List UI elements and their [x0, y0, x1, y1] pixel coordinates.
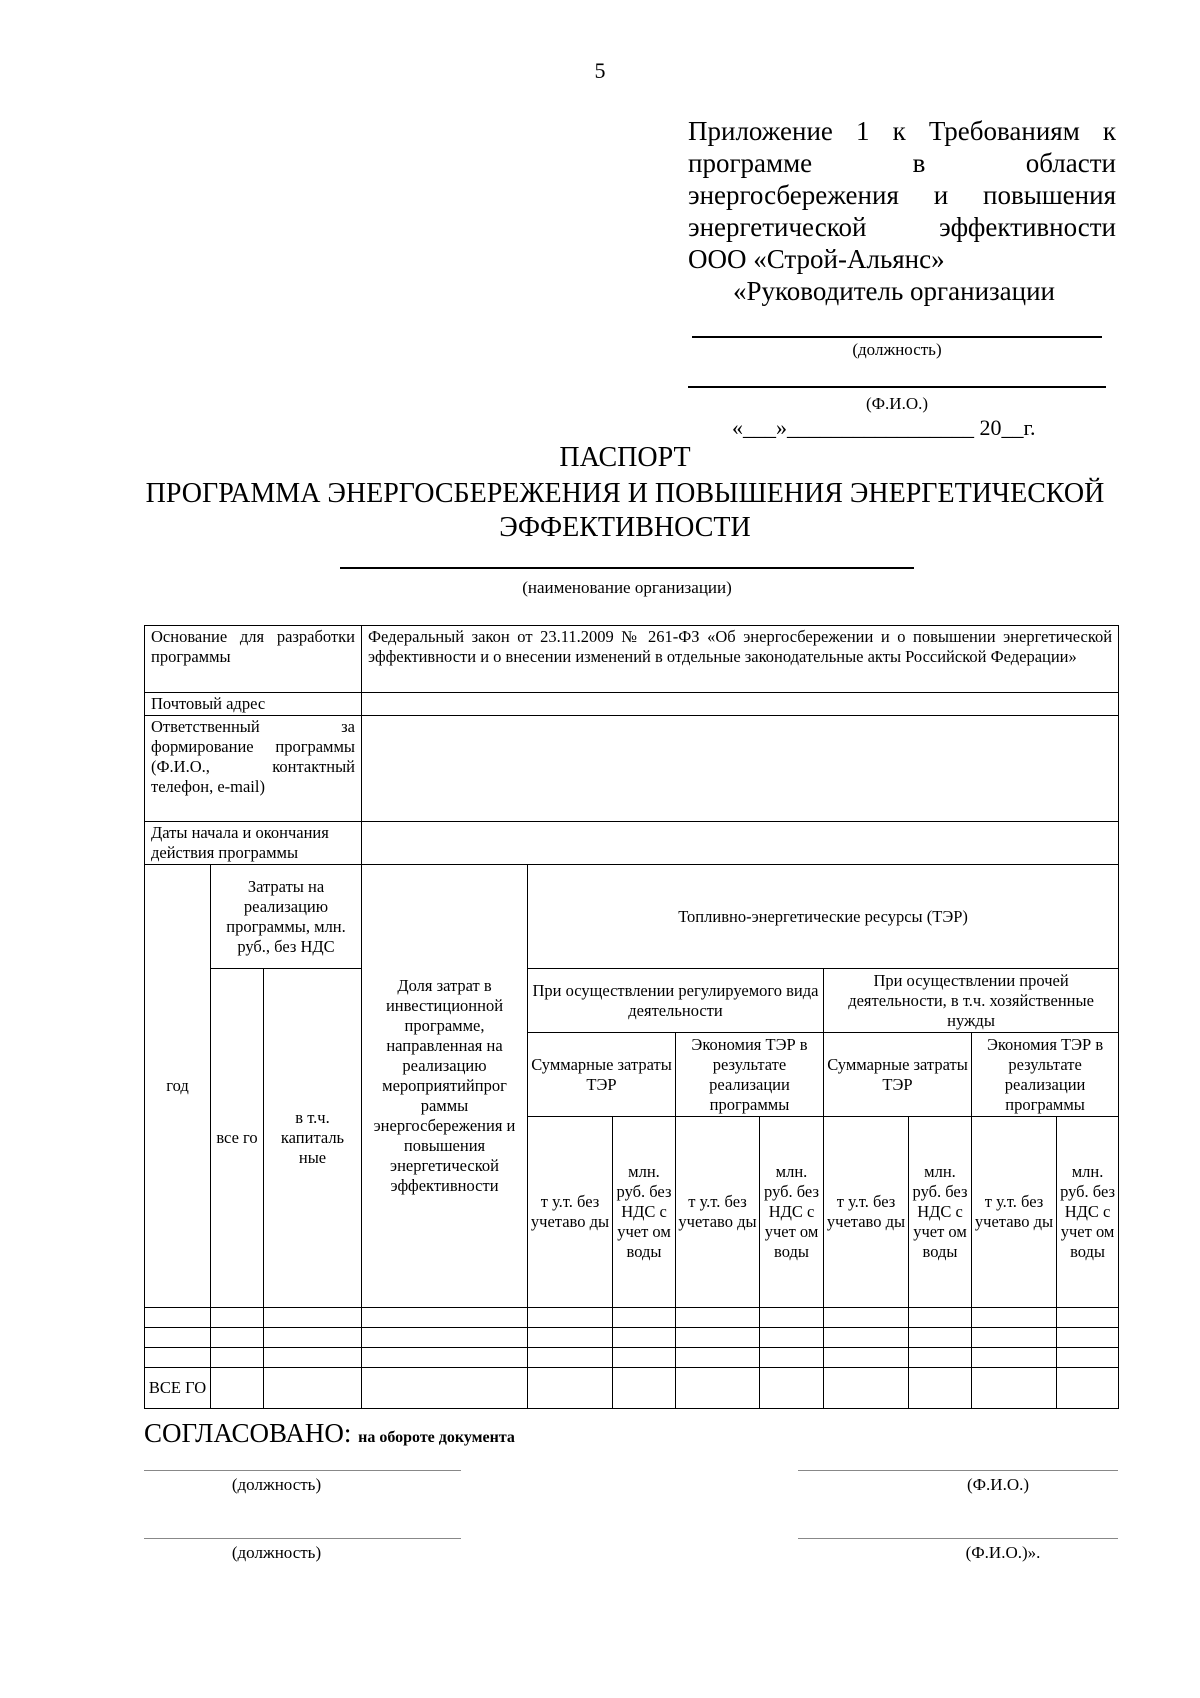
name-signature-line [688, 386, 1106, 388]
table-row [145, 1328, 1119, 1348]
table-row [145, 1308, 1119, 1328]
appendix-line: энергетической эффективности [688, 212, 1116, 242]
total-cost-header: все го [211, 969, 264, 1308]
address-label: Почтовый адрес [145, 693, 362, 716]
other-activity-header: При осуществлении прочей деятельности, в т.ч. хозяйственные нужды [824, 969, 1119, 1033]
dates-label: Даты начала и окончания действия программы [145, 822, 362, 865]
passport-title: ПАСПОРТ [559, 442, 691, 473]
share-header: Доля затрат в инвестиционной программе, направленная на реализацию мероприятийпрог раммы энергосбережения и повышения энергетической эффективности [362, 865, 528, 1308]
agreed-position-caption: (должность) [231, 1475, 322, 1494]
appendix-header [688, 115, 1116, 307]
costs-header: Затраты на реализацию программы, млн. руб., без НДС [211, 865, 362, 969]
position-signature-line [692, 336, 1102, 338]
capital-cost-header: в т.ч. капиталь ные [264, 969, 362, 1308]
agreed-name-line [798, 1470, 1118, 1471]
date-line: «___»_________________ 20__г. [732, 415, 1036, 440]
agreed-name-caption: (Ф.И.О.)». [965, 1543, 1041, 1562]
sum-ter-header: Суммарные затраты ТЭР [824, 1033, 972, 1117]
ter-saving-header: Экономия ТЭР в результате реализации программы [676, 1033, 824, 1117]
responsible-label: Ответственный за формирование программы (Ф.И.О., контактный телефон, e-mail) [145, 716, 362, 822]
agreed-position-caption: (должность) [231, 1543, 322, 1562]
agreed-name-caption: (Ф.И.О.) [966, 1475, 1030, 1494]
rub-unit-header: млн. руб. без НДС с учет ом воды [613, 1117, 676, 1308]
appendix-line: энергосбережения и повышения [688, 180, 1116, 210]
rub-unit-header: млн. руб. без НДС с учет ом воды [1057, 1117, 1119, 1308]
program-title: ПРОГРАММА ЭНЕРГОСБЕРЕЖЕНИЯ И ПОВЫШЕНИЯ ЭНЕРГЕТИЧЕСКОЙ [145, 478, 1105, 509]
name-caption: (Ф.И.О.) [865, 394, 929, 413]
dates-value [362, 822, 1119, 865]
agreed-position-line [144, 1538, 461, 1539]
tut-unit-header: т у.т. без учетаво ды [528, 1117, 613, 1308]
regulated-activity-header: При осуществлении регулируемого вида деятельности [528, 969, 824, 1033]
sum-ter-header: Суммарные затраты ТЭР [528, 1033, 676, 1117]
year-header: год [145, 865, 211, 1308]
ter-header: Топливно-энергетические ресурсы (ТЭР) [528, 865, 1119, 969]
agreed-name-line [798, 1538, 1118, 1539]
agreed-heading [144, 1418, 515, 1449]
rub-unit-header: млн. руб. без НДС с учет ом воды [760, 1117, 824, 1308]
agreed-position-line [144, 1470, 461, 1471]
total-label: ВСЕ ГО [145, 1368, 211, 1409]
position-caption: (должность) [852, 340, 942, 359]
basis-label: Основание для разработки программы [145, 626, 362, 693]
program-title-cont: ЭФФЕКТИВНОСТИ [499, 512, 751, 543]
organization-line [340, 567, 914, 569]
total-row [145, 1368, 1119, 1409]
ter-saving-header: Экономия ТЭР в результате реализации программы [972, 1033, 1119, 1117]
responsible-value [362, 716, 1119, 822]
address-value [362, 693, 1119, 716]
passport-table [144, 625, 1119, 1409]
agreed-title: СОГЛАСОВАНО: [144, 1418, 352, 1448]
appendix-line: программе в области [688, 148, 1116, 178]
rub-unit-header: млн. руб. без НДС с учет ом воды [909, 1117, 972, 1308]
appendix-line: ООО «Строй-Альянс» [688, 244, 945, 274]
tut-unit-header: т у.т. без учетаво ды [824, 1117, 909, 1308]
tut-unit-header: т у.т. без учетаво ды [972, 1117, 1057, 1308]
tut-unit-header: т у.т. без учетаво ды [676, 1117, 760, 1308]
basis-value: Федеральный закон от 23.11.2009 № 261-ФЗ «Об энергосбережении и о повышении энергетической эффективности и о внесении изменений в отдельные законодательные акты Российской Федерации» [362, 626, 1119, 693]
appendix-line: Приложение 1 к Требованиям к [688, 116, 1116, 146]
organization-caption: (наименование организации) [522, 578, 732, 597]
appendix-line: «Руководитель организации [733, 276, 1056, 306]
page-number: 5 [594, 58, 606, 83]
table-row [145, 1348, 1119, 1368]
agreed-note: на обороте документа [358, 1429, 515, 1446]
